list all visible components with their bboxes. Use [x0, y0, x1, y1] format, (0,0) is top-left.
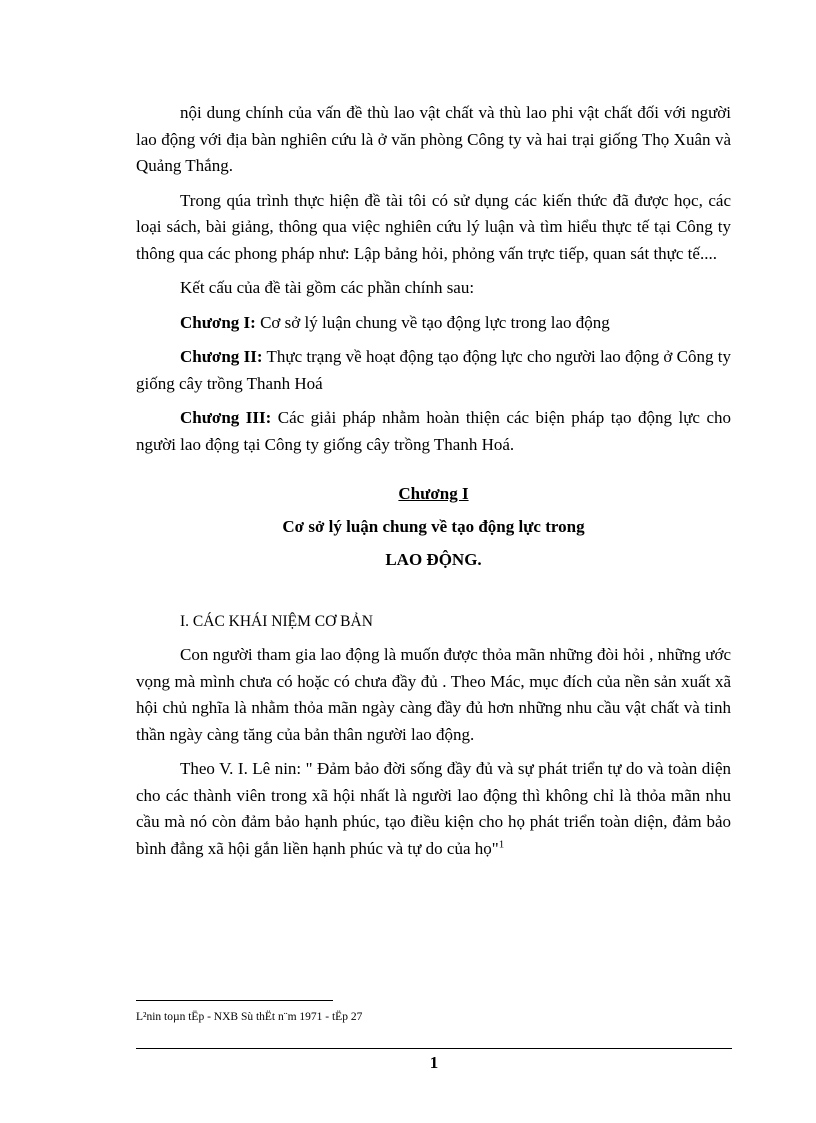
chapter-title-line-2: LAO ĐỘNG.: [385, 550, 482, 569]
chapter-title-line-1: Cơ sở lý luận chung về tạo động lực trong: [282, 517, 585, 536]
chapter-3-summary: [136, 405, 731, 458]
footnote-separator: [136, 1000, 333, 1001]
chapter-2-text: Thực trạng về hoạt động tạo động lực cho người lao động ở Công ty giống cây trồng Thanh Hoá: [136, 347, 732, 393]
chapter-1-summary: [136, 310, 731, 337]
footnote-text: L²nin toµn tËp - NXB Sù thËt n¨m 1971 - tËp 27: [136, 1011, 363, 1023]
intro-section: [136, 100, 731, 458]
section-paragraph-2: [136, 756, 731, 862]
intro-paragraph-2: Trong qúa trình thực hiện đề tài tôi có sử dụng các kiến thức đã được học, các loại sách, bài giảng, thông qua việc nghiên cứu lý luận và tìm hiểu thực tế tại Công ty thông qua các phong pháp như: Lập bảng hỏi, phỏng vấn trực tiếp, quan sát thực tế....: [136, 190, 731, 263]
chapter-2-label: Chương II:: [180, 347, 263, 366]
footer-rule: [136, 1048, 732, 1049]
section-body: [136, 642, 731, 862]
section-heading: I. CÁC KHÁI NIỆM CƠ BẢN: [180, 613, 373, 630]
chapter-3-text: Các giải pháp nhằm hoàn thiện các biện pháp tạo động lực cho người lao động tại Công ty giống cây trồng Thanh Hoá.: [136, 408, 731, 454]
chapter-1-label: Chương I:: [180, 312, 256, 332]
chapter-3-label: Chương III:: [180, 408, 272, 427]
chapter-1-text: Cơ sở lý luận chung về tạo động lực trong lao động: [255, 312, 610, 332]
chapter-2-summary: [136, 344, 731, 397]
section-paragraph-1: Con người tham gia lao động là muốn được thỏa mãn những đòi hỏi , những ước vọng mà mình chưa có hoặc có chưa đầy đủ . Theo Mác, mục đích của nền sản xuất xã hội chủ nghĩa là nhằm thỏa mãn ngày càng đầy đủ hơn những nhu cầu vật chất và tinh thần ngày càng tăng của bản thân người lao động.: [136, 645, 731, 744]
section-paragraph-2-text: Theo V. I. Lê nin: " Đảm bảo đời sống đầy đủ và sự phát triển tự do và toàn diện cho các thành viên trong xã hội nhất là người lao động thì không chỉ là thỏa mãn nhu cầu mà nó còn đảm bảo hạnh phúc, tạo điều kiện cho họ phát triển toàn diện, đảm bảo bình đẳng xã hội gắn liền hạnh phúc và tự do của họ": [136, 759, 731, 858]
footnote-reference: 1: [498, 837, 505, 850]
intro-paragraph-3: Kết cấu của đề tài gồm các phần chính sau:: [180, 278, 475, 297]
chapter-label: Chương I: [398, 484, 469, 503]
intro-paragraph-1: nội dung chính của vấn đề thù lao vật chất và thù lao phi vật chất đối với người lao động với địa bàn nghiên cứu là ở văn phòng Công ty và hai trại giống Thọ Xuân và Quảng Thắng.: [136, 103, 731, 175]
page-number: 1: [429, 1053, 439, 1072]
